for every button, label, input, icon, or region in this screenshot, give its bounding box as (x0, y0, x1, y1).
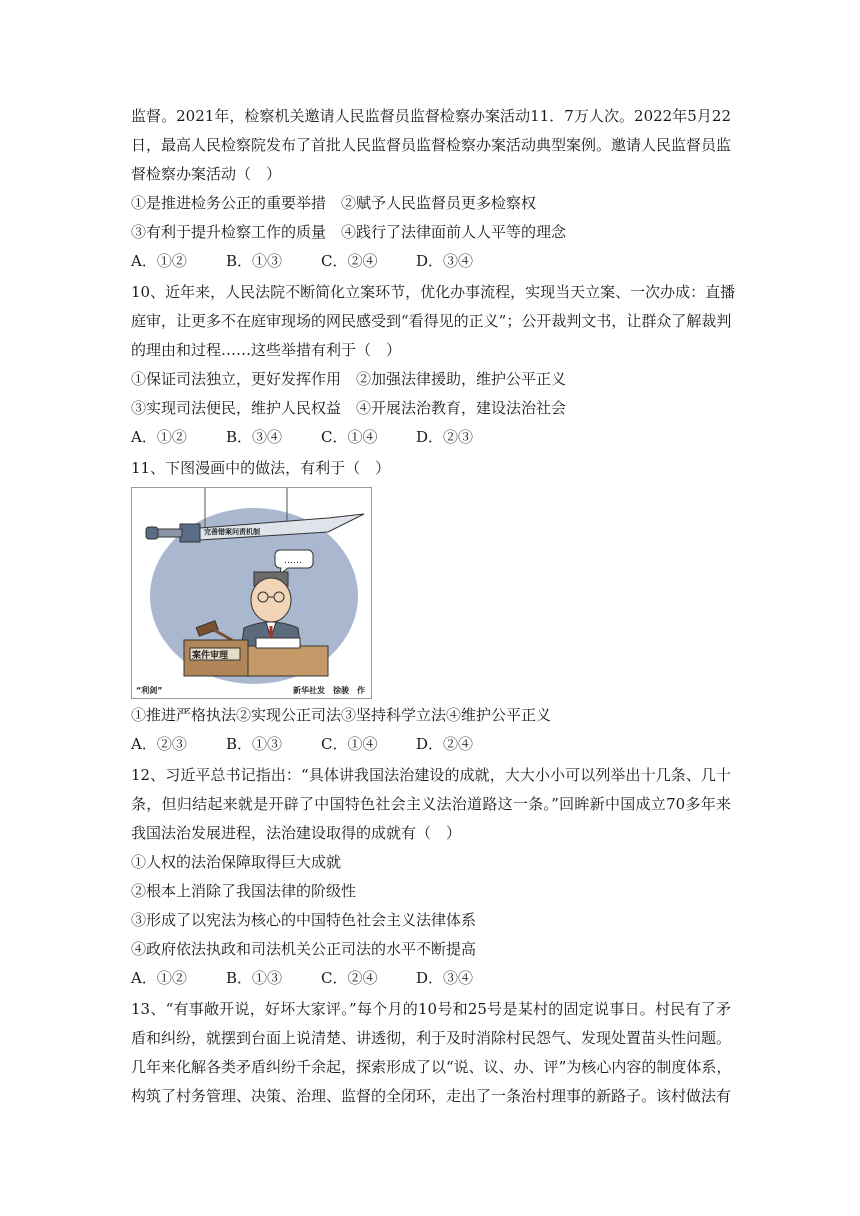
q10-option-c[interactable]: C．①④ (321, 428, 378, 446)
cartoon-title: “利剑” (136, 686, 163, 695)
q12-statement-2: ②根本上消除了我国法律的阶级性 (131, 882, 357, 900)
q12-stem-line-3: 我国法治发展进程，法治建设取得的成就有（ ） (131, 824, 462, 842)
q13-stem-line-1: 13、“有事敞开说，好坏大家评。”每个月的10号和25号是某村的固定说事日。村民有了矛 (131, 1000, 731, 1018)
q11-option-b[interactable]: B．①③ (226, 735, 283, 753)
q12-statement-3: ③形成了以宪法为核心的中国特色社会主义法律体系 (131, 911, 477, 929)
cartoon-image (131, 487, 372, 699)
q12-option-c[interactable]: C．②④ (321, 969, 378, 987)
q9-option-b[interactable]: B．①③ (226, 252, 283, 270)
q12-stem-line-1: 12、习近平总书记指出：“具体讲我国法治建设的成就，大大小小可以列举出十几条、几十 (131, 766, 731, 784)
q10-stem-line-2: 庭审，让更多不在庭审现场的网民感受到“看得见的正义”；公开裁判文书，让群众了解裁判 (131, 312, 732, 330)
q10-statement-line-2: ③实现司法便民，维护人民权益 ④开展法治教育，建设法治社会 (131, 399, 567, 417)
q10-statement-line-1: ①保证司法独立，更好发挥作用 ②加强法律援助，维护公平正义 (131, 370, 567, 388)
q12-option-d[interactable]: D．③④ (416, 969, 474, 987)
q13-stem-line-2: 盾和纠纷，就摆到台面上说清楚、讲透彻，利于及时消除村民怨气、发现处置苗头性问题。 (131, 1029, 732, 1047)
q12-statement-4: ④政府依法执政和司法机关公正司法的水平不断提高 (131, 940, 477, 958)
q9-options (131, 251, 731, 271)
q10-stem-line-3: 的理由和过程……这些举措有利于（ ） (131, 341, 402, 359)
q12-option-a[interactable]: A．①② (131, 969, 187, 987)
q9-option-a[interactable]: A．①② (131, 252, 187, 270)
q12-stem-line-2: 条，但归结起来就是开辟了中国特色社会主义法治道路这一条。”回眸新中国成立70多年来 (131, 795, 731, 813)
q13-stem-line-4: 构筑了村务管理、决策、治理、监督的全闭环，走出了一条治村理事的新路子。该村做法有 (131, 1087, 732, 1105)
q10-option-d[interactable]: D．②③ (416, 428, 474, 446)
q11-statements: ①推进严格执法②实现公正司法③坚持科学立法④维护公平正义 (131, 706, 552, 724)
speech-bubble-text: …… (284, 556, 302, 566)
q10-option-b[interactable]: B．③④ (226, 428, 283, 446)
q9-stem-line-2: 日，最高人民检察院发布了首批人民监督员监督检察办案活动典型案例。邀请人民监督员监 (131, 136, 732, 154)
q9-statement-line-1: ①是推进检务公正的重要举措 ②赋予人民监督员更多检察权 (131, 194, 537, 212)
q11-stem: 11、下图漫画中的做法，有利于（ ） (131, 459, 391, 477)
q12-statement-1: ①人权的法治保障取得巨大成就 (131, 853, 342, 871)
q9-option-c[interactable]: C．②④ (321, 252, 378, 270)
q9-statement-line-2: ③有利于提升检察工作的质量 ④践行了法律面前人人平等的理念 (131, 223, 567, 241)
q13-stem-line-3: 几年来化解各类矛盾纠纷千余起，探索形成了以“说、议、办、评”为核心内容的制度体系， (131, 1058, 732, 1076)
q12-options (131, 968, 731, 988)
q9-stem-line-3: 督检察办案活动（ ） (131, 165, 282, 183)
q11-option-a[interactable]: A．②③ (131, 735, 187, 753)
q11-options (131, 734, 731, 754)
q9-stem-line-1: 监督。2021年，检察机关邀请人民监督员监督检察办案活动11．7万人次。2022年5月22 (131, 107, 731, 125)
q10-options (131, 427, 731, 447)
q12-option-b[interactable]: B．①③ (226, 969, 283, 987)
q10-stem-line-1: 10、近年来，人民法院不断简化立案环节，优化办事流程，实现当天立案、一次办成：直播 (131, 283, 736, 301)
cartoon-credit: 新华社发 徐骏 作 (293, 686, 365, 695)
sword-label: 完善错案问责机制 (204, 528, 260, 536)
desk-sign-label: 案件审理 (192, 651, 229, 661)
q10-option-a[interactable]: A．①② (131, 428, 187, 446)
q9-option-d[interactable]: D．③④ (416, 252, 474, 270)
q11-option-d[interactable]: D．②④ (416, 735, 474, 753)
q11-option-c[interactable]: C．①④ (321, 735, 378, 753)
